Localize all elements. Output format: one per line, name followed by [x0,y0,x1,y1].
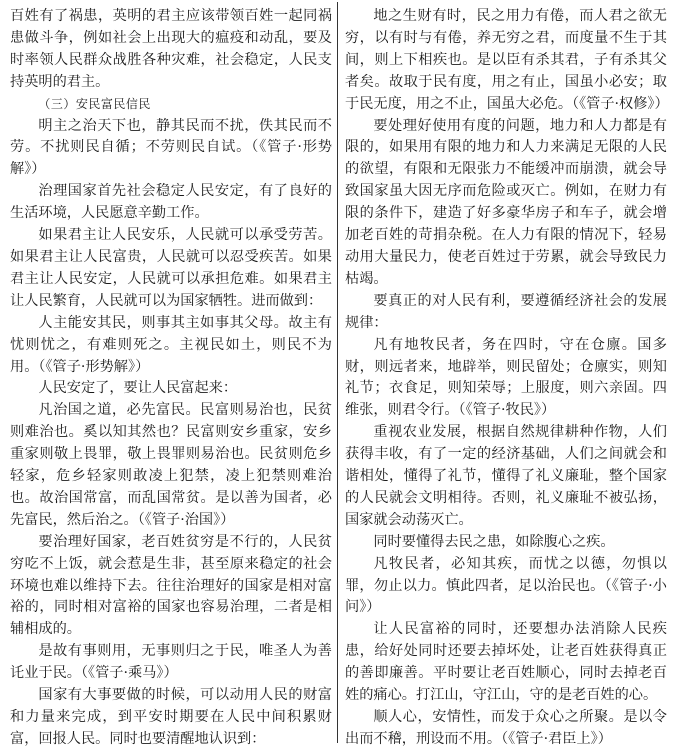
paragraph: 要处理好使用有度的问题，地力和人力都是有限的，如果用有限的地力和人力来满足无限的人民的欲望，有限和无限张力不能缓冲而崩溃，就会导致国家虽大因无序而危险或灭亡。例如，在财力有限的条件下，建造了好多豪华房子和车子，就会增加老百姓的苛捐杂税。在人力有限的情况下，轻易动用大量民力，使老百姓过于劳累，就会导致民力枯竭。 [345,117,667,287]
paragraph: 要治理好国家，老百姓贫穷是不行的，人民贫穷吃不上饭，就会惹是生非，甚至原来稳定的社会环境也难以维持下去。往往治理好的国家是相对富裕的，同时相对富裕的国家也容易治理，二者是相辅相成的。 [10,533,332,638]
paragraph: 治理国家首先社会稳定人民安定，有了良好的生活环境，人民愿意辛勤工作。 [10,183,332,222]
quote-paragraph: 明主之治天下也，静其民而不扰，佚其民而不劳。不扰则民自循；不劳则民自试。（《管子·形势解》） [10,117,332,178]
column-divider [337,2,338,743]
paragraph: 人民安定了，要让人民富起来： [38,380,238,397]
paragraph: 同时要懂得去民之患，如除腹心之疾。 [373,533,615,550]
quote-paragraph: 人主能安其民，则事其主如事其父母。故主有忧则忧之，有难则死之。主视民如土，则民不为用。（《管子·形势解》） [10,314,332,375]
section-heading [10,94,332,116]
paragraph: 重视农业发展，根据自然规律耕种作物，人们获得丰收，有了一定的经济基础，人们之间就会和谐相处，懂得了礼节，懂得了礼义廉耻，整个国家的人民就会文明相待。否则，礼义廉耻不被弘扬，国家就会动荡灭亡。 [345,424,667,528]
section-heading-text: （三）安民富民信民 [38,96,151,111]
quote-paragraph: 凡治国之道，必先富民。民富则易治也，民贫则难治也。奚以知其然也？民富则安乡重家，安乡重家则敬上畏罪，敬上畏罪则易治也。民贫则危乡轻家，危乡轻家则敢凌上犯禁，凌上犯禁则难治也。故治国常富，而乱国常贫。是以善为国者，必先富民，然后治之。（《管子·治国》） [10,402,332,528]
paragraph: 百姓有了祸患，英明的君主应该带领百姓一起同祸患做斗争，例如社会上出现大的瘟疫和动乱，要及时率领人民群众战胜各种灾难，社会稳定，人民支持英明的君主。 [10,8,332,90]
quote-paragraph: 顺人心，安情性，而发于众心之所聚。是以令出而不稽，刑设而不用。（《管子·君臣上》） [345,709,667,747]
paragraph: 国家有大事要做的时候，可以动用人民的财富和力量来完成，到平安时期要在人民中间积累财富，回报人民。同时也要清醒地认识到： [10,687,332,747]
quote-paragraph: 是故有事则用，无事则归之于民，唯圣人为善讬业于民。（《管子·乘马》） [10,643,332,682]
paragraph: 如果君主让人民安乐，人民就可以承受劳苦。如果君主让人民富贵，人民就可以忍受疾苦。如果君主让人民安定，人民就可以承担危难。如果君主让人民繁育，人民就可以为国家牺牲。进而做到： [10,227,332,309]
quote-paragraph: 地之生财有时，民之用力有倦，而人君之欲无穷，以有时与有倦，养无穷之君，而度量不生于其间，则上下相疾也。是以臣有杀其君，子有杀其父者矣。故取于民有度，用之有止，国虽小必安；取于民无度，用之不止，国虽大必危。（《管子·权修》） [345,8,669,112]
right-column [345,6,667,745]
quote-paragraph: 凡牧民者，必知其疾，而忧之以德，勿惧以罪，勿止以力。慎此四者，足以治民也。（《管子·小问》） [345,555,667,616]
paragraph: 让人民富裕的同时，还要想办法消除人民疾患，给好处同时还要去掉坏处，让老百姓获得真正的善即廉善。平时要让老百姓顺心，同时去掉老百姓的痛心。打江山，守江山，守的是老百姓的心。 [345,621,667,704]
quote-paragraph: 凡有地牧民者，务在四时，守在仓廪。国多财，则远者来，地辟举，则民留处；仓廪实，则知礼节；衣食足，则知荣辱；上服度，则六亲固。四维张，则君令行。（《管子·牧民》） [345,336,667,419]
paragraph: 要真正的对人民有利，要遵循经济社会的发展规律： [345,292,667,331]
left-column [10,6,332,745]
